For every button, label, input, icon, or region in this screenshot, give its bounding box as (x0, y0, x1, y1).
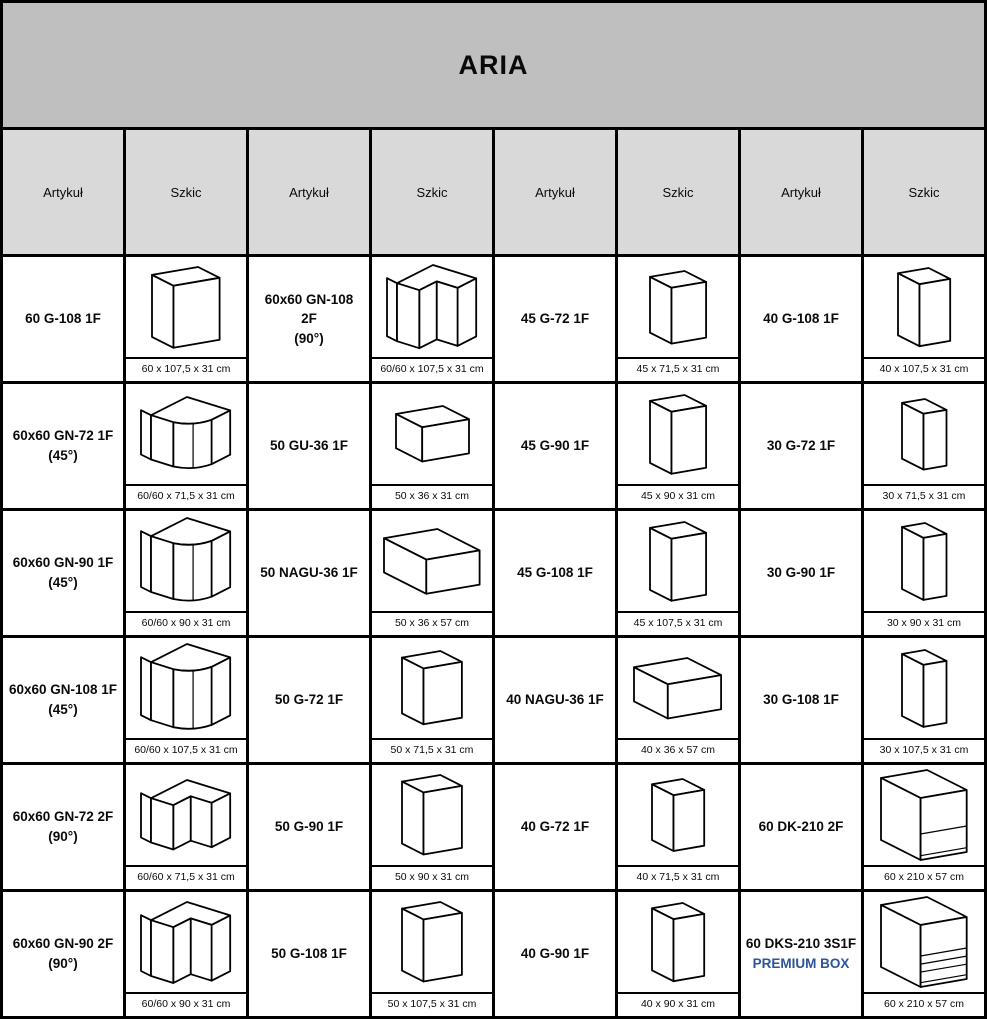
article-cell (2, 383, 125, 510)
table-row (2, 510, 986, 637)
article-name: 2F (301, 311, 317, 327)
sketch-cell (371, 637, 494, 764)
premium-box-label: PREMIUM BOX (752, 956, 850, 971)
column-header: Szkic (125, 129, 248, 256)
article-cell (248, 764, 371, 891)
dimensions-label: 30 x 90 x 31 cm (864, 611, 984, 632)
dimensions-label: 40 x 90 x 31 cm (618, 992, 738, 1013)
sketch-inner (864, 765, 984, 886)
article-name: 50 NAGU-36 1F (260, 565, 358, 581)
article-cell (740, 256, 863, 383)
sketch-drawing (618, 638, 738, 738)
article-name: 60x60 GN-72 2F (12, 809, 114, 825)
article-name: (45°) (48, 575, 78, 590)
cabinet-box-sketch-icon (647, 519, 709, 604)
column-header: Szkic (371, 129, 494, 256)
article-name: 40 G-108 1F (763, 311, 839, 327)
article-name: 45 G-108 1F (517, 565, 593, 581)
article-name: 30 G-90 1F (766, 565, 836, 581)
sketch-cell (371, 510, 494, 637)
sketch-cell (617, 383, 740, 510)
article-name: (90°) (294, 330, 324, 346)
article-cell (2, 510, 125, 637)
corner-cabinet-90-sketch-icon (384, 262, 479, 351)
sketch-inner (618, 765, 738, 886)
article-name: (90°) (48, 956, 78, 971)
sketch-inner (372, 384, 492, 505)
article-cell (740, 764, 863, 891)
dimensions-label: 40 x 71,5 x 31 cm (618, 865, 738, 886)
article-name: 60x60 GN-108 (264, 291, 354, 307)
dimensions-label: 60/60 x 107,5 x 31 cm (126, 738, 246, 759)
sketch-inner (126, 638, 246, 759)
sketch-inner (372, 765, 492, 886)
cabinet-box-sketch-icon (899, 396, 950, 473)
article-cell (248, 891, 371, 1018)
article-name: 60 G-108 1F (25, 311, 101, 327)
article-cell (2, 256, 125, 383)
sketch-drawing (864, 257, 984, 357)
dimensions-label: 60/60 x 107,5 x 31 cm (372, 357, 492, 378)
cabinet-box-sketch-icon (399, 648, 465, 727)
table-row (2, 764, 986, 891)
article-cell (494, 510, 617, 637)
sketch-drawing (864, 892, 984, 992)
sketch-drawing (372, 638, 492, 738)
column-header: Artykuł (740, 129, 863, 256)
sketch-cell (863, 510, 986, 637)
dimensions-label: 45 x 90 x 31 cm (618, 484, 738, 505)
sketch-cell (371, 891, 494, 1018)
dimensions-label: 60/60 x 90 x 31 cm (126, 992, 246, 1013)
article-cell (2, 891, 125, 1018)
cabinet-box-sketch-icon (399, 899, 465, 985)
dimensions-label: 30 x 71,5 x 31 cm (864, 484, 984, 505)
sketch-inner (126, 892, 246, 1013)
sketch-inner (618, 638, 738, 759)
article-name: 40 NAGU-36 1F (506, 692, 604, 708)
corner-cabinet-45-sketch-icon (138, 394, 233, 474)
article-cell (494, 637, 617, 764)
sketch-drawing (864, 765, 984, 865)
sketch-drawing (126, 638, 246, 738)
sketch-cell (863, 256, 986, 383)
dimensions-label: 60 x 210 x 57 cm (864, 992, 984, 1013)
table-row (2, 637, 986, 764)
dimensions-label: 45 x 71,5 x 31 cm (618, 357, 738, 378)
dimensions-label: 60/60 x 71,5 x 31 cm (126, 865, 246, 886)
article-cell (248, 637, 371, 764)
sketch-cell (617, 764, 740, 891)
article-name: 40 G-90 1F (520, 946, 590, 962)
cabinet-box-sketch-icon (399, 772, 465, 858)
sketch-drawing (126, 511, 246, 611)
article-name: 60x60 GN-72 1F (12, 428, 114, 444)
dimensions-label: 50 x 36 x 31 cm (372, 484, 492, 505)
dimensions-label: 30 x 107,5 x 31 cm (864, 738, 984, 759)
cabinet-box-sketch-icon (649, 776, 707, 854)
sketch-inner (618, 511, 738, 632)
corner-cabinet-45-sketch-icon (138, 515, 233, 606)
article-name: (45°) (48, 702, 78, 717)
sketch-cell (863, 637, 986, 764)
article-name: 45 G-72 1F (520, 311, 590, 327)
sketch-cell (617, 510, 740, 637)
sketch-drawing (372, 511, 492, 611)
sketch-inner (864, 511, 984, 632)
cabinet-box-sketch-icon (895, 265, 953, 349)
sketch-drawing (372, 257, 492, 357)
article-cell (2, 637, 125, 764)
dimensions-label: 50 x 90 x 31 cm (372, 865, 492, 886)
article-name: 60 DKS-210 3S1F (745, 936, 857, 952)
article-name: 50 G-108 1F (271, 946, 347, 962)
article-name: 50 G-90 1F (274, 819, 344, 835)
sketch-inner (864, 638, 984, 759)
sketch-inner (126, 384, 246, 505)
sketch-drawing (864, 511, 984, 611)
table-row (2, 891, 986, 1018)
dimensions-label: 50 x 36 x 57 cm (372, 611, 492, 632)
sketch-drawing (618, 765, 738, 865)
dimensions-label: 40 x 36 x 57 cm (618, 738, 738, 759)
article-name: (90°) (48, 829, 78, 844)
sketch-cell (125, 256, 248, 383)
column-header: Szkic (617, 129, 740, 256)
article-cell (2, 764, 125, 891)
corner-cabinet-90-sketch-icon (138, 899, 233, 986)
cabinet-box-sketch-icon (647, 268, 709, 347)
sketch-cell (371, 256, 494, 383)
dimensions-label: 45 x 107,5 x 31 cm (618, 611, 738, 632)
article-cell (494, 764, 617, 891)
cabinet-box-sketch-icon (631, 655, 724, 722)
table-row (2, 383, 986, 510)
column-header: Artykuł (248, 129, 371, 256)
sketch-inner (126, 765, 246, 886)
sketch-inner (864, 892, 984, 1013)
article-name: 60 DK-210 2F (758, 819, 844, 835)
table-row (2, 256, 986, 383)
article-name: 60x60 GN-90 1F (12, 555, 114, 571)
article-name: (45°) (48, 448, 78, 463)
sketch-drawing (372, 892, 492, 992)
article-cell (740, 891, 863, 1018)
article-cell (740, 383, 863, 510)
sketch-cell (125, 891, 248, 1018)
sketch-cell (863, 383, 986, 510)
sketch-inner (372, 892, 492, 1013)
article-name: 40 G-72 1F (520, 819, 590, 835)
tall-cabinet-drawers-sketch-icon (878, 894, 970, 990)
sketch-cell (617, 256, 740, 383)
product-table-body (2, 256, 986, 1018)
sketch-drawing (618, 892, 738, 992)
page-title: ARIA (2, 2, 986, 129)
corner-cabinet-90-sketch-icon (138, 777, 233, 853)
dimensions-label: 60 x 210 x 57 cm (864, 865, 984, 886)
sketch-inner (126, 511, 246, 632)
article-cell (248, 510, 371, 637)
sketch-drawing (618, 384, 738, 484)
sketch-inner (372, 638, 492, 759)
dimensions-label: 50 x 71,5 x 31 cm (372, 738, 492, 759)
sketch-inner (618, 384, 738, 505)
article-name: 60x60 GN-90 2F (12, 936, 114, 952)
sketch-cell (617, 637, 740, 764)
sketch-cell (125, 764, 248, 891)
article-name: 50 G-72 1F (274, 692, 344, 708)
sketch-cell (125, 510, 248, 637)
dimensions-label: 40 x 107,5 x 31 cm (864, 357, 984, 378)
cabinet-box-sketch-icon (899, 647, 950, 730)
dimensions-label: 60 x 107,5 x 31 cm (126, 357, 246, 378)
cabinet-box-sketch-icon (647, 392, 709, 477)
article-cell (494, 256, 617, 383)
sketch-inner (864, 384, 984, 505)
dimensions-label: 50 x 107,5 x 31 cm (372, 992, 492, 1013)
article-cell (248, 383, 371, 510)
cabinet-box-sketch-icon (393, 403, 472, 465)
column-header-row (2, 129, 986, 256)
title-row (2, 2, 986, 129)
article-name: 50 GU-36 1F (269, 438, 349, 454)
article-name: 30 G-108 1F (763, 692, 839, 708)
tall-cabinet-sketch-icon (878, 767, 970, 863)
sketch-drawing (864, 638, 984, 738)
sketch-inner (864, 257, 984, 378)
article-name: 45 G-90 1F (520, 438, 590, 454)
sketch-cell (617, 891, 740, 1018)
sketch-cell (863, 891, 986, 1018)
sketch-cell (863, 764, 986, 891)
cabinet-box-sketch-icon (381, 526, 483, 597)
sketch-drawing (864, 384, 984, 484)
sketch-drawing (126, 257, 246, 357)
column-header: Szkic (863, 129, 986, 256)
article-cell (740, 637, 863, 764)
column-header: Artykuł (2, 129, 125, 256)
article-cell (740, 510, 863, 637)
dimensions-label: 60/60 x 71,5 x 31 cm (126, 484, 246, 505)
sketch-drawing (126, 765, 246, 865)
cabinet-box-sketch-icon (149, 264, 223, 351)
sketch-inner (126, 257, 246, 378)
cabinet-box-sketch-icon (899, 520, 950, 603)
sketch-drawing (372, 765, 492, 865)
article-name: 30 G-72 1F (766, 438, 836, 454)
sketch-cell (371, 383, 494, 510)
dimensions-label: 60/60 x 90 x 31 cm (126, 611, 246, 632)
sketch-drawing (126, 892, 246, 992)
sketch-inner (372, 257, 492, 378)
sketch-drawing (618, 257, 738, 357)
sketch-cell (125, 383, 248, 510)
sketch-drawing (126, 384, 246, 484)
article-name: 60x60 GN-108 1F (8, 682, 118, 698)
sketch-drawing (372, 384, 492, 484)
sketch-inner (618, 257, 738, 378)
cabinet-box-sketch-icon (649, 900, 707, 984)
sketch-drawing (618, 511, 738, 611)
article-cell (248, 256, 371, 383)
sketch-inner (372, 511, 492, 632)
column-header: Artykuł (494, 129, 617, 256)
sketch-inner (618, 892, 738, 1013)
corner-cabinet-45-sketch-icon (138, 641, 233, 734)
sketch-cell (371, 764, 494, 891)
article-cell (494, 891, 617, 1018)
article-cell (494, 383, 617, 510)
sketch-cell (125, 637, 248, 764)
